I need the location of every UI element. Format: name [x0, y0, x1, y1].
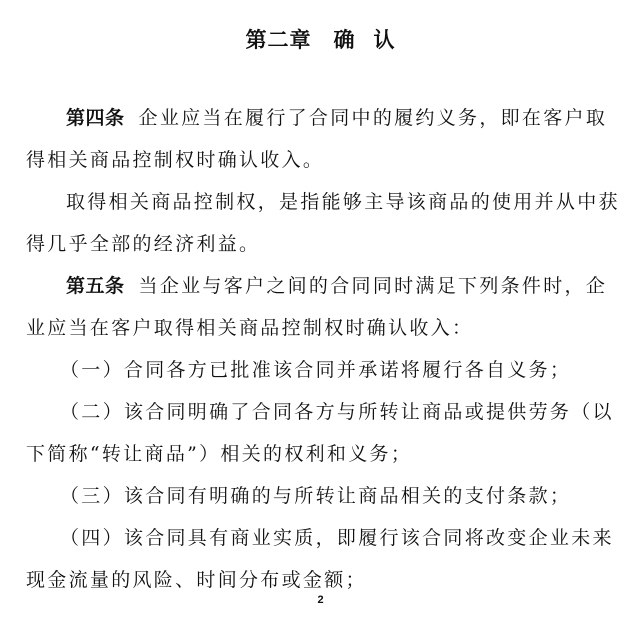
- article-4-paragraph-2-line-1: 取得相关商品控制权，是指能够主导该商品的使用并从中获: [66, 191, 620, 213]
- chapter-title-char-2: 认: [373, 28, 396, 52]
- article-5-item-4-line-1: （四）该合同具有商业实质，即履行该合同将改变企业未来: [60, 527, 614, 549]
- article-5-item-1: （一）合同各方已批准该合同并承诺将履行各自义务；: [60, 359, 572, 381]
- article-5-item-2-line-2: 下简称“转让商品”）相关的权利和义务；: [26, 443, 413, 465]
- article-4-text-1: 企业应当在履行了合同中的履约义务，即在客户取: [138, 107, 608, 129]
- article-5-label: 第五条: [66, 275, 125, 297]
- chapter-heading: [0, 24, 641, 54]
- chapter-label: 第二章: [245, 28, 312, 52]
- article-4-paragraph-2-line-2: 得几乎全部的经济利益。: [26, 233, 261, 255]
- article-5-item-3: （三）该合同有明确的与所转让商品相关的支付条款；: [60, 485, 572, 507]
- page-number: 2: [317, 594, 324, 606]
- article-5-item-4-line-2: 现金流量的风险、时间分布或金额；: [26, 569, 367, 591]
- article-5-line-2: 业应当在客户取得相关商品控制权时确认收入：: [26, 317, 474, 339]
- article-5-item-2-line-1: （二）该合同明确了合同各方与所转让商品或提供劳务（以: [60, 401, 614, 423]
- article-4-label: 第四条: [66, 107, 125, 129]
- article-4-line-1: [66, 106, 616, 130]
- article-5-line-1: [66, 274, 616, 298]
- article-4-line-2: 得相关商品控制权时确认收入。: [26, 149, 325, 171]
- chapter-title-char-1: 确: [333, 28, 356, 52]
- article-5-text-1: 当企业与客户之间的合同同时满足下列条件时，企: [138, 275, 608, 297]
